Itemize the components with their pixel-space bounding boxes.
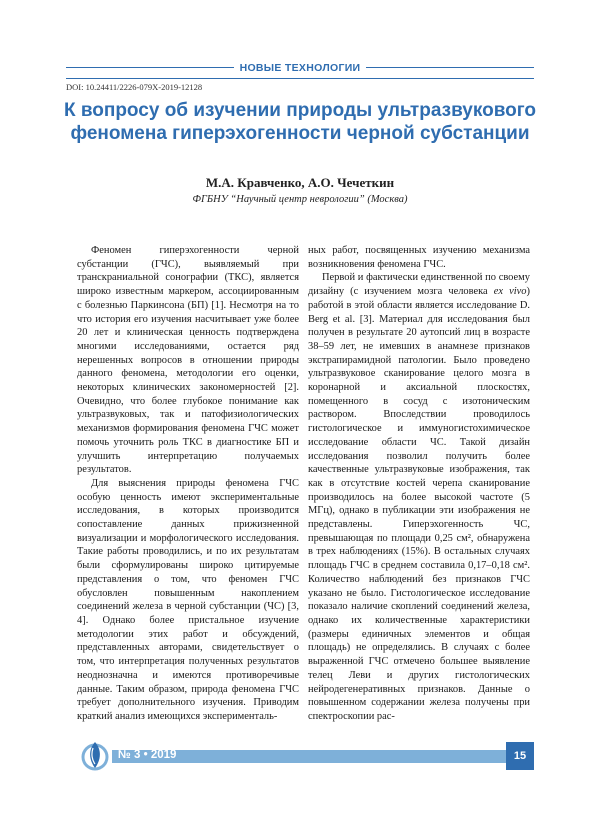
journal-logo-icon [80, 738, 110, 772]
body-column-left [77, 244, 299, 724]
paragraph: Для выяснения природы феномена ГЧС особую ценность имеют экспериментальные исследования, в которых производится сопоставление данных прижизненной визуализации и морфологического исследования. Такие работы проводились, и по их результатам были сформулированы широко цитируемые представления о том, что феномен ГЧС обусловлен повышенным накоплением соединений железа в черной субстанции (ЧС) [3, 4]. Однако более пристальное изучение методологии этих работ и обсуждений, представленных авторами, свидетельствует о том, что интерпретация полученных результатов неоднозначна и имеются противоречивые данные. Таким образом, природа феномена ГЧС требует дополнительного изучения. Приводим краткий анализ имеющихся эксперименталь- [77, 477, 299, 722]
section-header [66, 60, 534, 75]
doi-text[interactable]: DOI: 10.24411/2226-079X-2019-12128 [66, 82, 203, 92]
issue-label: № 3 • 2019 [118, 749, 177, 761]
paragraph-continued: ных работ, посвященных изучению механизма возникновения феномена ГЧС. [308, 245, 530, 270]
paragraph [308, 271, 530, 723]
article-affiliation: ФГБНУ “Научный центр неврологии” (Москва) [192, 194, 408, 205]
page-footer [0, 738, 600, 778]
section-underline [66, 78, 534, 79]
page-number: 15 [506, 742, 534, 770]
paragraph: Феномен гиперэхогенности черной субстанции (ГЧС), выявляемый при транскраниальной сонографии (ТКС), является широко известным маркером, ассоциированным с болезнью Паркинсона (БП) [1]. Несмотря на то что история его изучения насчитывает уже более 20 лет и клиническая ценность подтверждена многими исследованиями, остается ряд нерешенных вопросов в отношении природы данного феномена, методологии его оценки, некоторых клинических закономерностей [2]. Очевидно, что более глубокое понимание как ультразвуковых, так и патофизиологических механизмов формирования феномена ГЧС может помочь уточнить роль ТКС в диагностике БП и улучшить интерпретацию получаемых результатов. [77, 245, 299, 476]
section-title: НОВЫЕ ТЕХНОЛОГИИ [234, 62, 367, 74]
italic-term: ex vivo [493, 286, 527, 298]
paragraph-text: Первой и фактически единственной по своему дизайну (с изучением мозга человека [308, 272, 530, 298]
article-authors: М.А. Кравченко, А.О. Чечеткин [205, 175, 395, 190]
article-title: К вопросу об изучении природы ультразвукового феномена гиперэхогенности черной субстанции [63, 100, 537, 144]
body-column-right [308, 244, 530, 724]
paragraph-text: ) работой в этой области является исследование D. Berg et al. [3]. Материал для исследования был получен в результате 20 аутопсий лиц в возрасте 38–59 лет, не имевших в анамнезе признаков экстрапирамидной патологии. Было проведено ультразвуковое сканирование целого мозга в коронарной и аксиальной плоскостях, помещенного в сосуд с изотоническим раствором. Впоследствии проводилось гистологическое и иммуногистохимическое исследование области ЧС. Такой дизайн исследования позволил получить более качественные ультразвуковые изображения, так как в отсутствие костей черепа сканирование производилось на более высокой частоте (5 МГц), однако в публикации эти изображения не представлены. Гиперэхогенность ЧС, превышающая по площади 0,25 см², обнаружена в трех наблюдениях (15%). В остальных случаях площадь ГЧС в среднем составила 0,17–0,18 см². Количество наблюдений без признаков ГЧС указано не было. Гистологическое исследование показало наличие скоплений соединений железа, однако их количественные характеристики (размеры единичных элементов и общая площадь) не определялись. В случаях с более выраженной ГЧС отмечено большее выявление телец Леви и других гистологических нейродегенеративных признаков. Данные о повышенном содержании железа получены при спектроскопии рас- [308, 286, 530, 722]
